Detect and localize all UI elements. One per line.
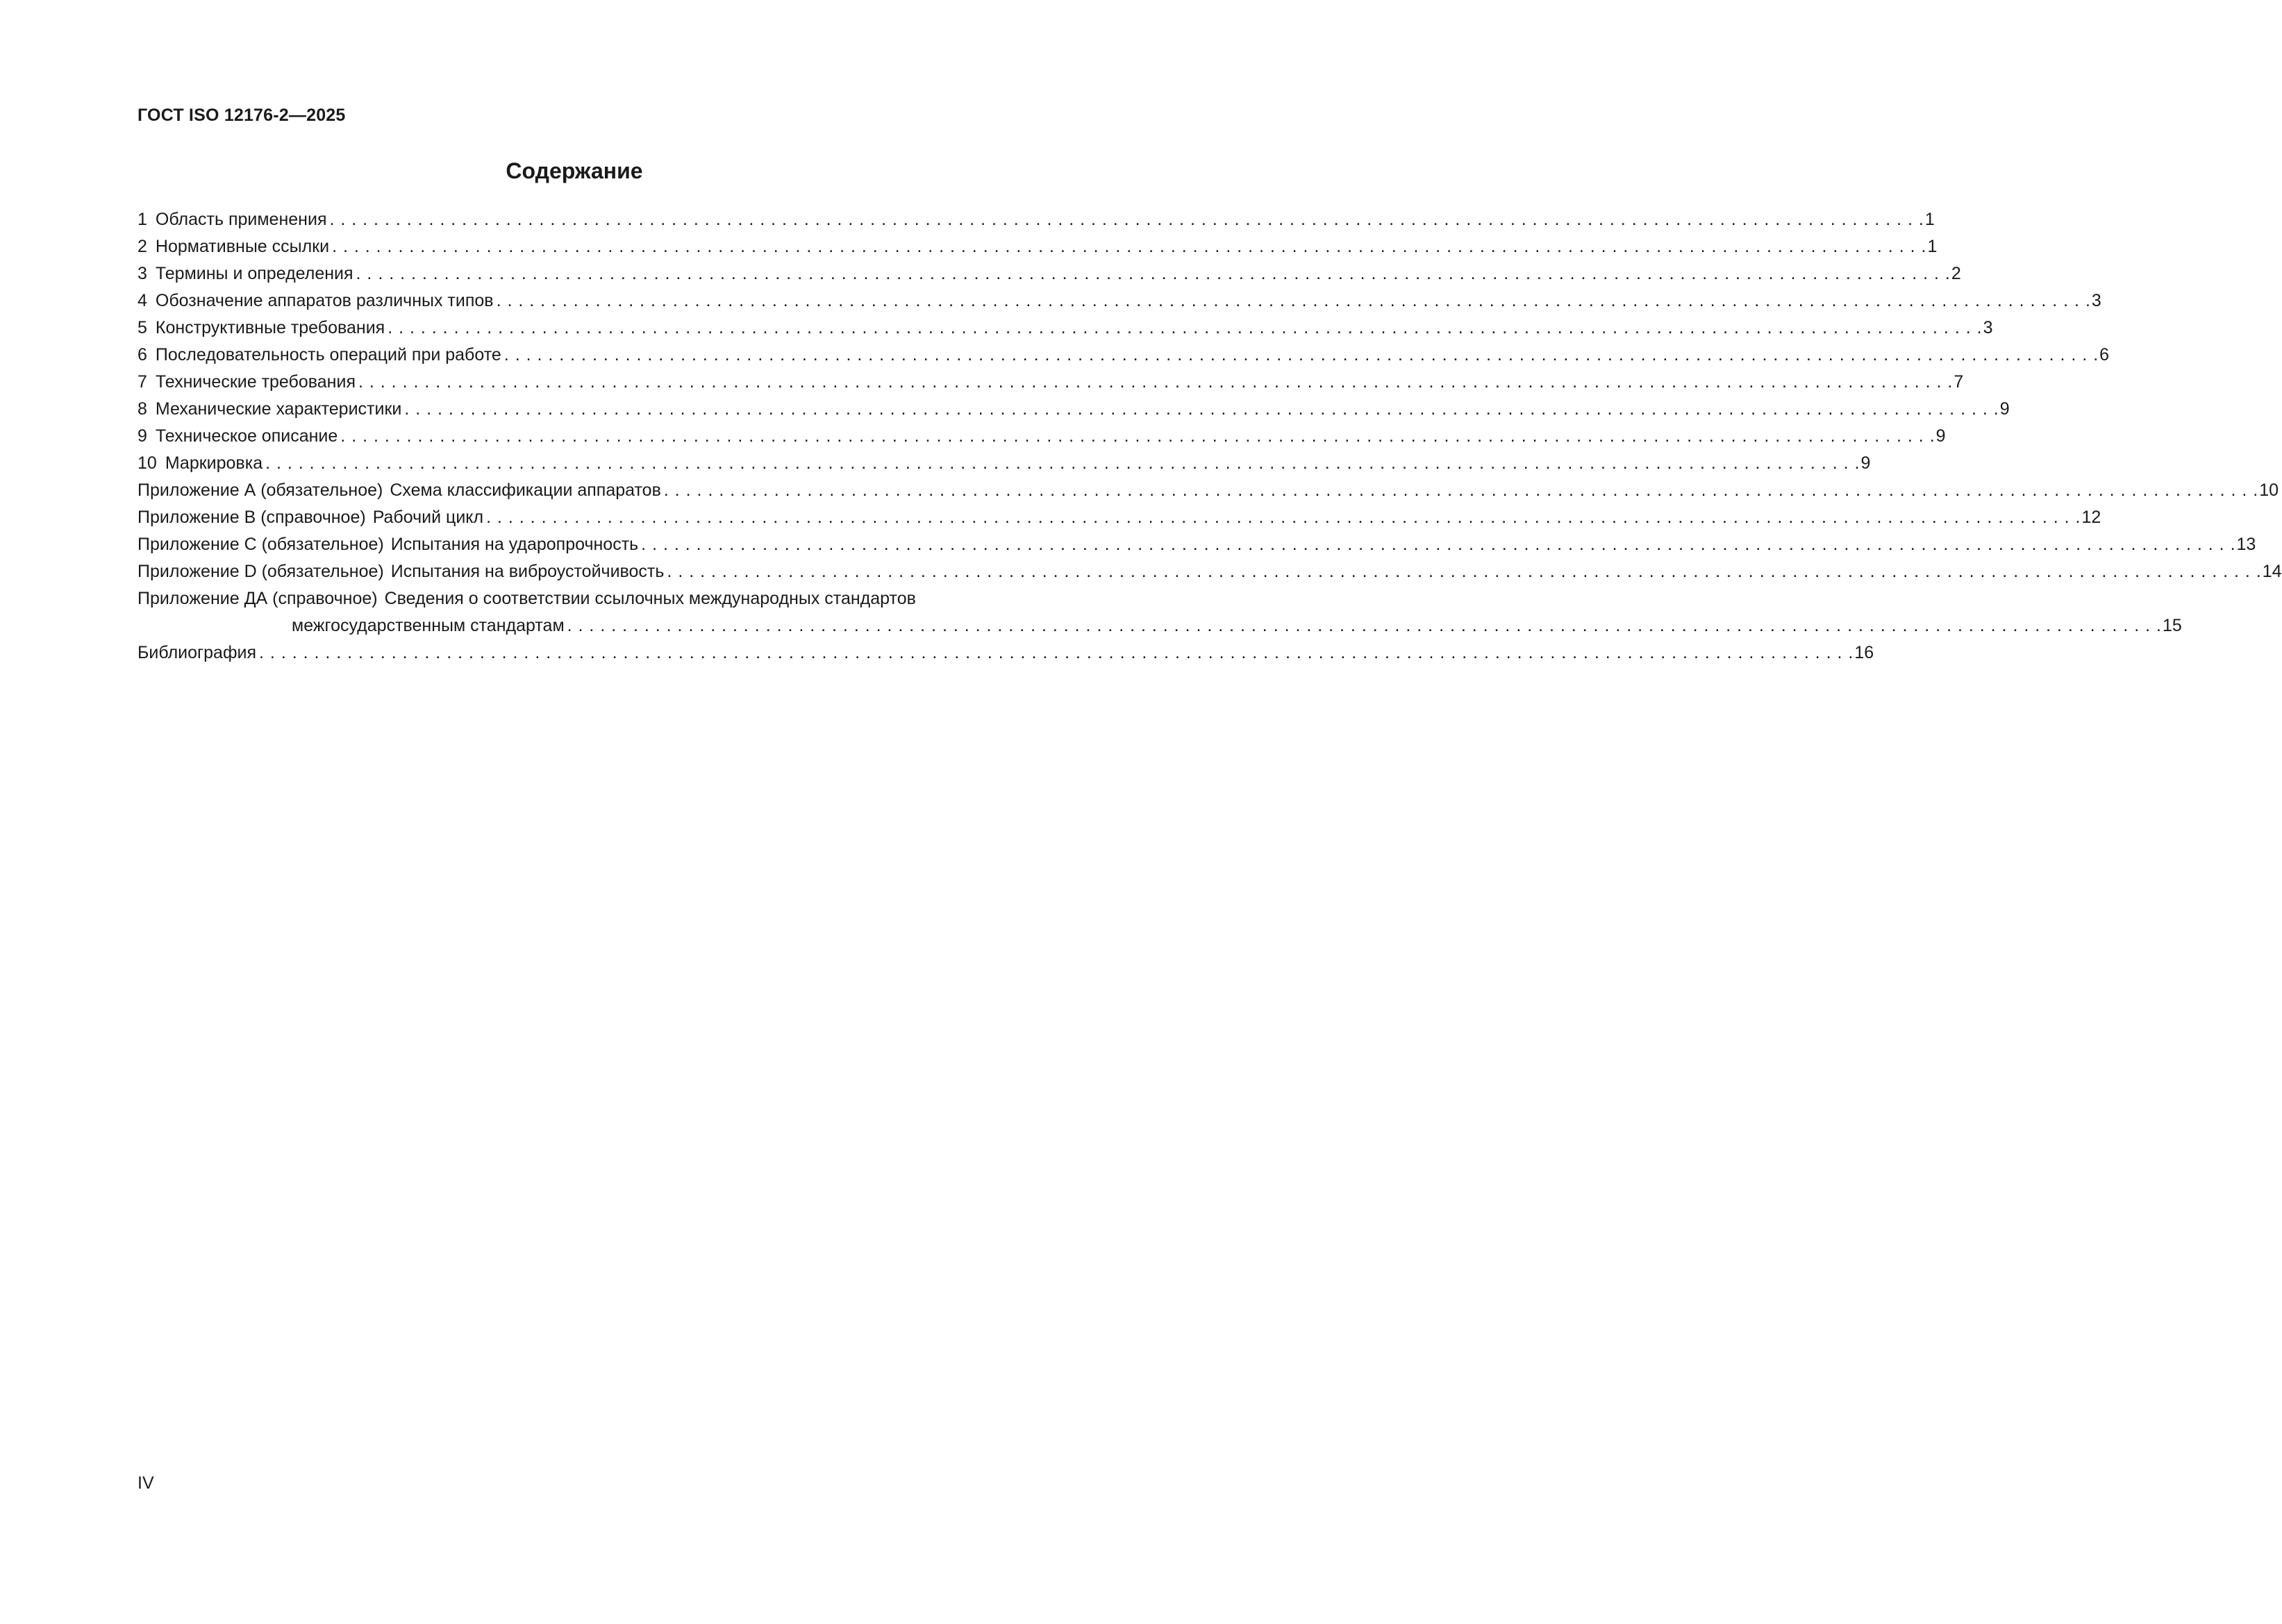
toc-leader-dots: [567, 612, 2161, 639]
toc-item-page: 14: [2262, 562, 2282, 581]
toc-item-label: Нормативные ссылки: [155, 237, 330, 256]
toc-item[interactable]: [138, 450, 1871, 477]
toc-leader-dots: [667, 558, 2260, 585]
toc-leader-dots: [388, 315, 1981, 342]
page-number: IV: [138, 1473, 154, 1493]
toc-annex[interactable]: [138, 531, 2256, 558]
toc-item-page: 13: [2236, 535, 2256, 554]
annex-title: Испытания на ударопрочность: [390, 535, 639, 554]
toc-item[interactable]: [138, 287, 2101, 315]
toc-leader-dots: [265, 450, 1859, 477]
toc-annex[interactable]: [138, 558, 2282, 585]
toc-item-number: 3: [138, 264, 147, 283]
toc-item[interactable]: [138, 342, 2110, 369]
toc-leader-dots: [356, 260, 1950, 287]
toc-item-page: 1: [1924, 210, 1935, 229]
toc-leader-dots: [664, 477, 2258, 504]
toc-leader-dots: [497, 287, 2090, 315]
toc-item-label: Область применения: [155, 210, 327, 229]
toc-item-label: Техническое описание: [155, 426, 338, 446]
toc-item-page: 2: [1951, 264, 1961, 283]
toc-leader-dots: [358, 369, 1952, 396]
annex-prefix: Приложение А (обязательное): [138, 480, 383, 500]
toc-item[interactable]: [138, 233, 1938, 260]
toc-leader-dots: [259, 639, 1853, 667]
toc-item-page: 10: [2259, 480, 2279, 500]
toc-item-label: Библиография: [138, 643, 257, 662]
annex-prefix: Приложение С (обязательное): [138, 535, 384, 554]
toc-item-page: 3: [2091, 291, 2101, 310]
annex-prefix: Приложение В (справочное): [138, 508, 366, 527]
toc-item-number: 10: [138, 453, 157, 473]
toc-item-label: Конструктивные требования: [155, 318, 385, 337]
annex-title: Схема классификации аппаратов: [390, 480, 661, 500]
toc-bibliography[interactable]: [138, 639, 1874, 667]
toc-leader-dots: [504, 342, 2098, 369]
toc-item[interactable]: [138, 315, 1993, 342]
toc-item-number: 2: [138, 237, 147, 256]
annex-title: Рабочий цикл: [372, 508, 484, 527]
toc-item-label: Термины и определения: [155, 264, 353, 283]
document-code: ГОСТ ISO 12176-2—2025: [138, 106, 346, 125]
toc-leader-dots: [332, 233, 1926, 260]
toc-item-number: 9: [138, 426, 147, 446]
toc-item-page: 3: [1983, 318, 1993, 337]
toc-leader-dots: [404, 396, 1998, 423]
toc-item-number: 7: [138, 372, 147, 392]
table-of-contents: [138, 206, 2282, 667]
annex-title: Сведения о соответствии ссылочных международных стандартов: [384, 589, 916, 608]
toc-item-number: 4: [138, 291, 147, 310]
annex-prefix: Приложение D (обязательное): [138, 562, 384, 581]
toc-title: Содержание: [506, 158, 643, 183]
toc-item-page: 15: [2162, 616, 2182, 635]
toc-item[interactable]: [138, 260, 1961, 287]
toc-item-number: 5: [138, 318, 147, 337]
toc-item-page: 9: [1860, 453, 1871, 473]
toc-leader-dots: [486, 504, 2080, 531]
toc-item[interactable]: [138, 369, 1964, 396]
toc-item-page: 1: [1927, 237, 1938, 256]
toc-item-label: Последовательность операций при работе: [155, 345, 501, 365]
toc-annex[interactable]: [138, 585, 2182, 639]
annex-title: Испытания на виброустойчивость: [390, 562, 665, 581]
toc-item-number: 6: [138, 345, 147, 365]
toc-item-page: 9: [1935, 426, 1946, 446]
toc-annex[interactable]: [138, 477, 2279, 504]
toc-leader-dots: [329, 206, 1923, 233]
toc-item-page: 6: [2099, 345, 2110, 365]
annex-prefix: Приложение ДА (справочное): [138, 589, 378, 608]
toc-item-label: Обозначение аппаратов различных типов: [155, 291, 494, 310]
toc-item-label: Маркировка: [165, 453, 263, 473]
toc-annex[interactable]: [138, 504, 2101, 531]
annex-title-continued: межгосударственным стандартам: [292, 616, 565, 635]
toc-item-number: 1: [138, 210, 147, 229]
toc-item-label: Технические требования: [155, 372, 356, 392]
toc-item[interactable]: [138, 206, 1935, 233]
toc-item-page: 7: [1954, 372, 1964, 392]
toc-item-label: Механические характеристики: [155, 399, 402, 419]
toc-item-page: 9: [1999, 399, 2010, 419]
toc-item-page: 12: [2081, 508, 2101, 527]
toc-leader-dots: [340, 423, 1934, 450]
toc-item[interactable]: [138, 396, 2010, 423]
toc-leader-dots: [641, 531, 2235, 558]
toc-item[interactable]: [138, 423, 1946, 450]
toc-item-number: 8: [138, 399, 147, 419]
toc-item-page: 16: [1854, 643, 1874, 662]
